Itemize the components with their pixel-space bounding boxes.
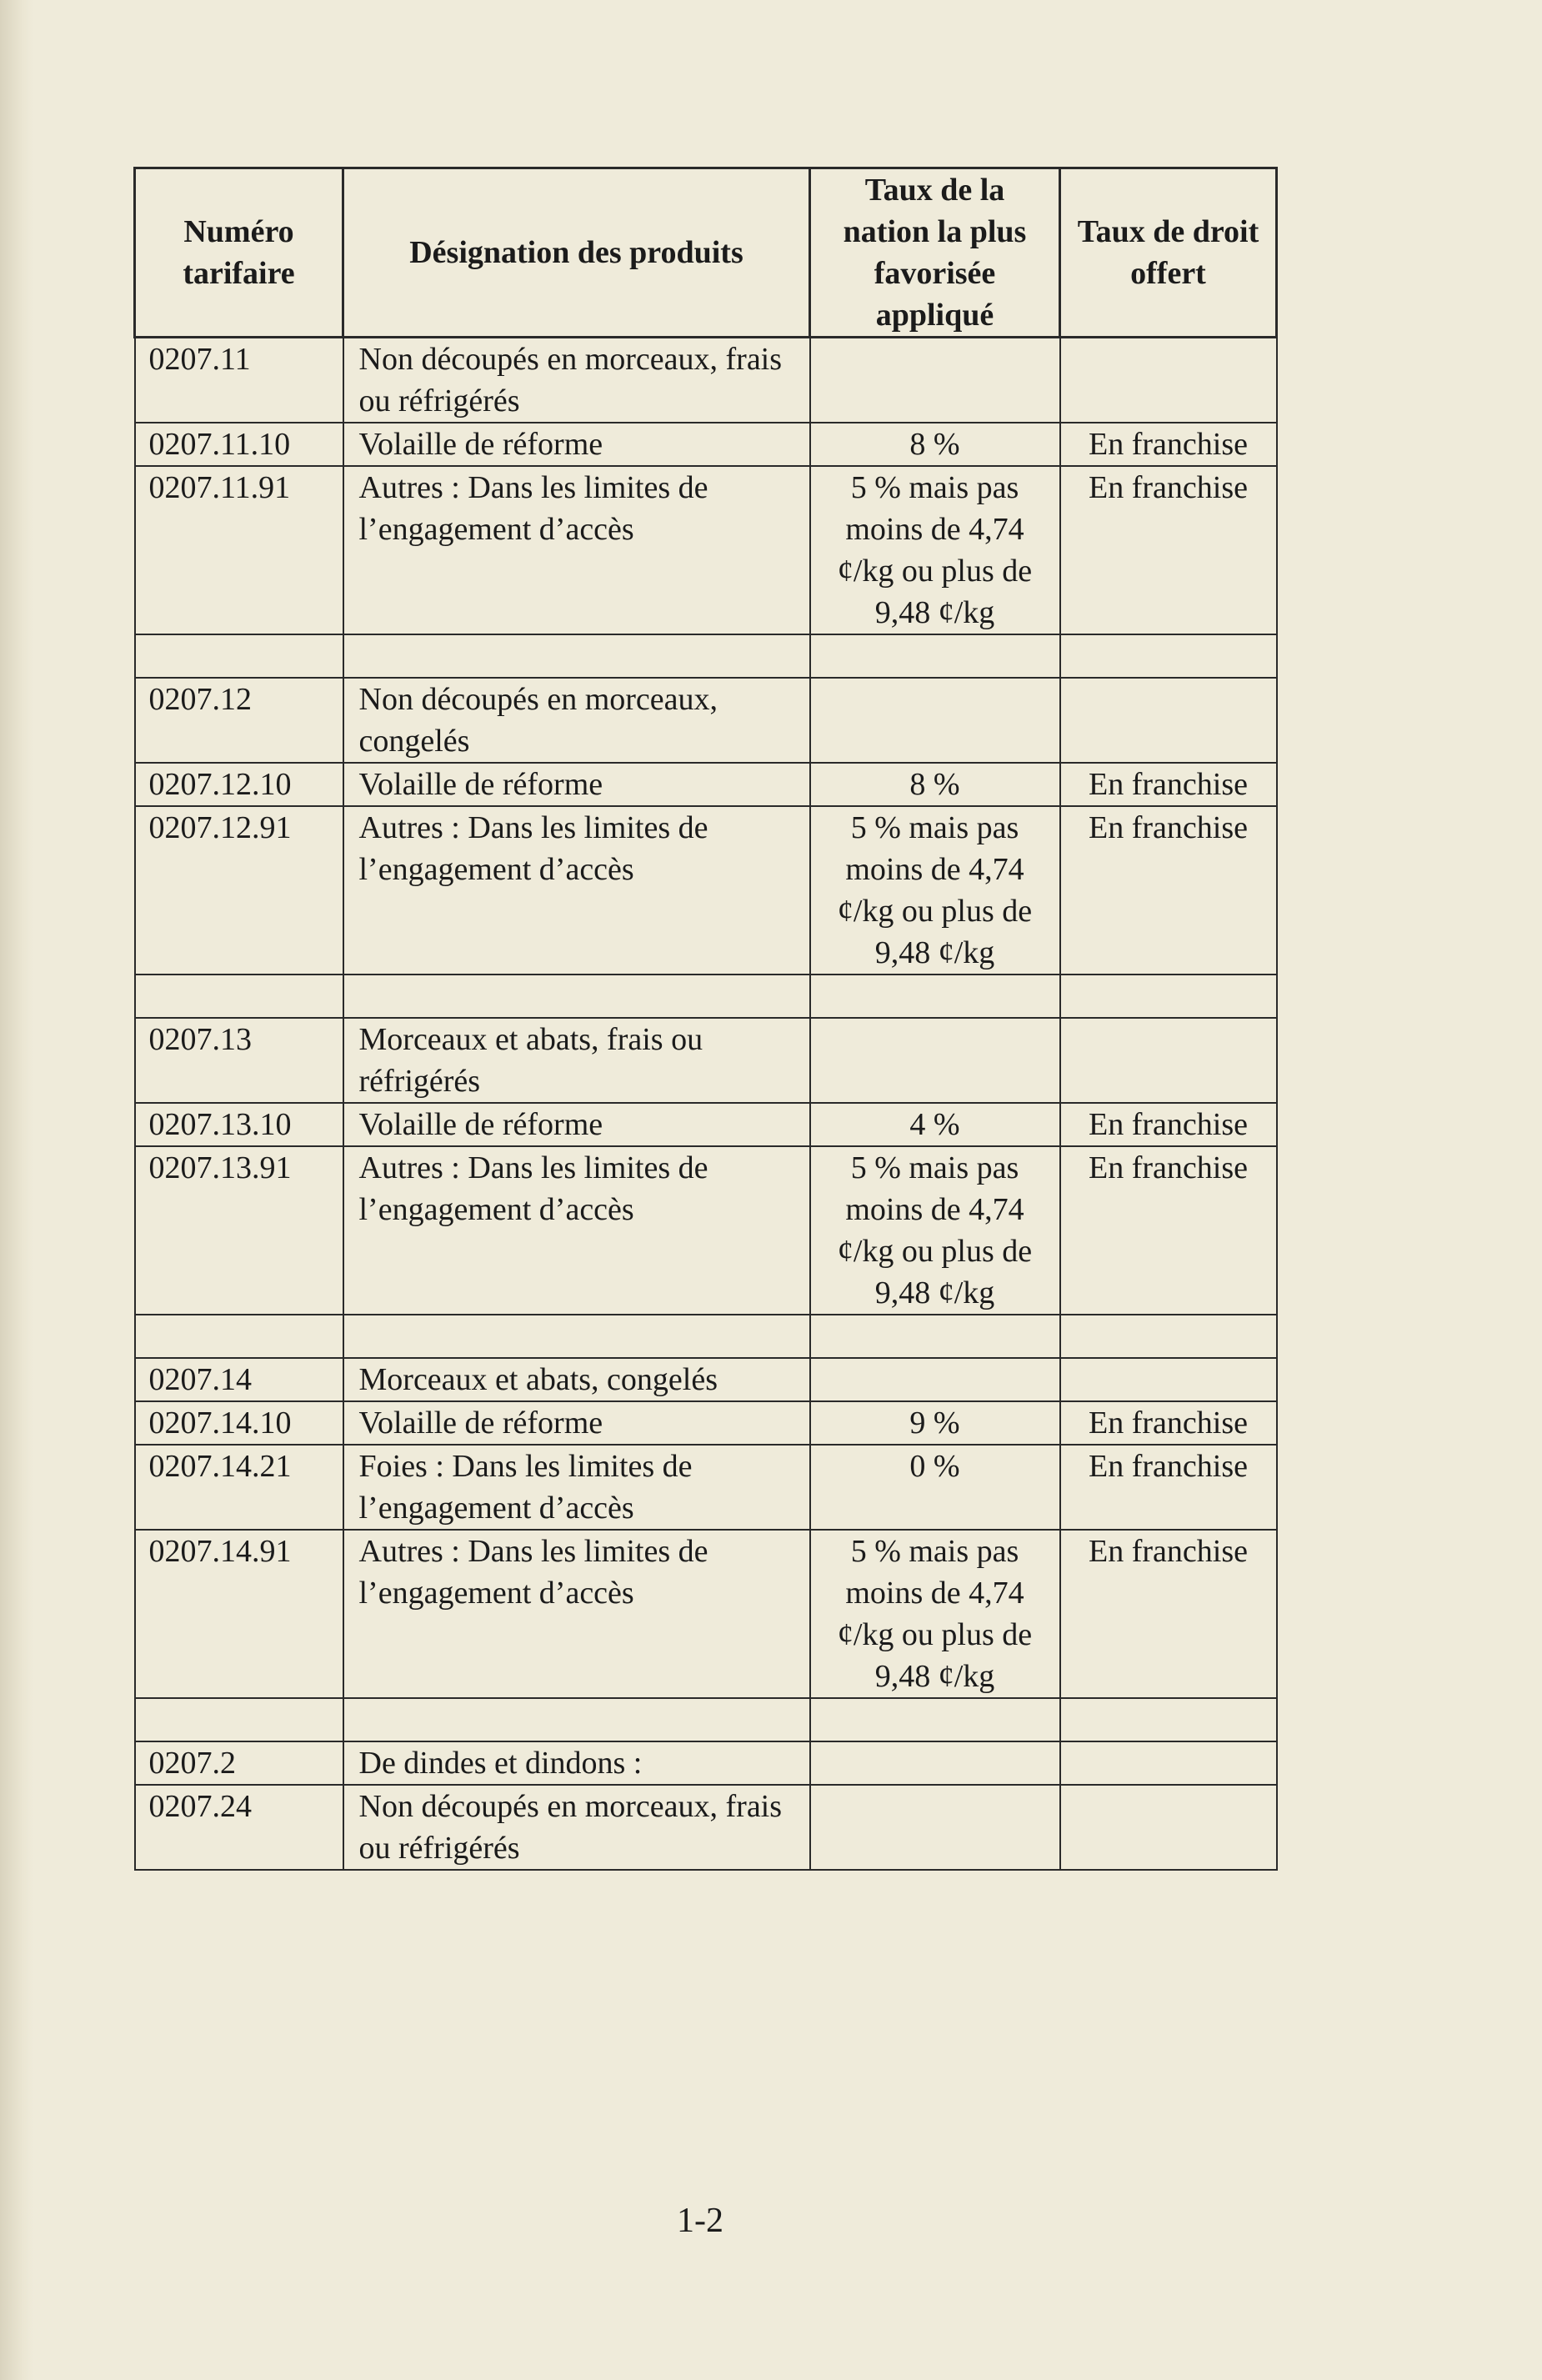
mfn-rate-cell: 5 % mais pas moins de 4,74 ¢/kg ou plus de 9,48 ¢/kg [810, 466, 1060, 634]
mfn-rate-cell: 0 % [810, 1445, 1060, 1530]
mfn-rate-cell [810, 1358, 1060, 1401]
mfn-rate-cell [810, 1741, 1060, 1785]
page-binding-edge [0, 0, 33, 2380]
offered-rate-cell: En franchise [1060, 1401, 1277, 1445]
offered-rate-cell [1060, 338, 1277, 423]
table-row [135, 1785, 1277, 1870]
code-cell: 0207.12.10 [135, 763, 343, 806]
designation-cell: Morceaux et abats, congelés [343, 1358, 810, 1401]
table-row [135, 1741, 1277, 1785]
designation-cell: Autres : Dans les limites de l’engagement d’accès [343, 1530, 810, 1698]
offered-rate-cell: En franchise [1060, 1146, 1277, 1315]
designation-cell [343, 1698, 810, 1741]
mfn-rate-cell: 5 % mais pas moins de 4,74 ¢/kg ou plus de 9,48 ¢/kg [810, 1530, 1060, 1698]
mfn-rate-cell [810, 678, 1060, 763]
code-cell: 0207.14.10 [135, 1401, 343, 1445]
code-cell: 0207.12 [135, 678, 343, 763]
table-row [135, 763, 1277, 806]
designation-cell: Volaille de réforme [343, 763, 810, 806]
mfn-rate-cell [810, 1315, 1060, 1358]
page-number: 1-2 [677, 2202, 723, 2240]
code-cell: 0207.2 [135, 1741, 343, 1785]
offered-rate-cell: En franchise [1060, 806, 1277, 975]
offered-rate-cell: En franchise [1060, 423, 1277, 466]
mfn-rate-cell [810, 975, 1060, 1018]
table-row [135, 423, 1277, 466]
mfn-rate-cell: 5 % mais pas moins de 4,74 ¢/kg ou plus de 9,48 ¢/kg [810, 806, 1060, 975]
mfn-rate-cell: 9 % [810, 1401, 1060, 1445]
mfn-rate-cell [810, 1785, 1060, 1870]
table-row [135, 1530, 1277, 1698]
table-row [135, 1358, 1277, 1401]
code-cell: 0207.13.91 [135, 1146, 343, 1315]
mfn-rate-cell: 8 % [810, 423, 1060, 466]
table-row [135, 1698, 1277, 1741]
table-row [135, 1445, 1277, 1530]
code-cell [135, 1698, 343, 1741]
offered-rate-cell: En franchise [1060, 763, 1277, 806]
code-cell: 0207.11 [135, 338, 343, 423]
offered-rate-cell [1060, 1741, 1277, 1785]
code-cell: 0207.11.10 [135, 423, 343, 466]
designation-cell: Autres : Dans les limites de l’engagement d’accès [343, 466, 810, 634]
designation-cell: Volaille de réforme [343, 1103, 810, 1146]
offered-rate-cell: En franchise [1060, 1103, 1277, 1146]
table-row [135, 1315, 1277, 1358]
designation-cell [343, 1315, 810, 1358]
designation-cell: Non découpés en morceaux, frais ou réfrigérés [343, 1785, 810, 1870]
offered-rate-cell: En franchise [1060, 1445, 1277, 1530]
designation-cell [343, 975, 810, 1018]
mfn-rate-cell: 4 % [810, 1103, 1060, 1146]
designation-cell: Non découpés en morceaux, congelés [343, 678, 810, 763]
code-cell: 0207.12.91 [135, 806, 343, 975]
code-cell [135, 975, 343, 1018]
table-row [135, 634, 1277, 678]
code-cell: 0207.14.21 [135, 1445, 343, 1530]
mfn-rate-cell: 5 % mais pas moins de 4,74 ¢/kg ou plus de 9,48 ¢/kg [810, 1146, 1060, 1315]
table-row [135, 1401, 1277, 1445]
code-cell: 0207.13 [135, 1018, 343, 1103]
code-cell: 0207.14 [135, 1358, 343, 1401]
table-row [135, 1018, 1277, 1103]
header-offered-rate: Taux de droit offert [1060, 168, 1277, 338]
code-cell [135, 1315, 343, 1358]
code-cell [135, 634, 343, 678]
code-cell: 0207.11.91 [135, 466, 343, 634]
mfn-rate-cell [810, 1018, 1060, 1103]
code-cell: 0207.24 [135, 1785, 343, 1870]
header-code: Numéro tarifaire [135, 168, 343, 338]
mfn-rate-cell [810, 1698, 1060, 1741]
tariff-table [133, 167, 1278, 1871]
offered-rate-cell [1060, 1018, 1277, 1103]
table-body [135, 338, 1277, 1871]
table-header [135, 168, 1277, 338]
code-cell: 0207.13.10 [135, 1103, 343, 1146]
offered-rate-cell: En franchise [1060, 1530, 1277, 1698]
mfn-rate-cell [810, 338, 1060, 423]
table-row [135, 1146, 1277, 1315]
offered-rate-cell [1060, 634, 1277, 678]
table-row [135, 338, 1277, 423]
table-row [135, 806, 1277, 975]
mfn-rate-cell: 8 % [810, 763, 1060, 806]
table-row [135, 466, 1277, 634]
code-cell: 0207.14.91 [135, 1530, 343, 1698]
table-row [135, 678, 1277, 763]
offered-rate-cell [1060, 1698, 1277, 1741]
designation-cell [343, 634, 810, 678]
header-designation: Désignation des produits [343, 168, 810, 338]
designation-cell: Morceaux et abats, frais ou réfrigérés [343, 1018, 810, 1103]
designation-cell: Volaille de réforme [343, 1401, 810, 1445]
mfn-rate-cell [810, 634, 1060, 678]
offered-rate-cell [1060, 1785, 1277, 1870]
designation-cell: Volaille de réforme [343, 423, 810, 466]
table-row [135, 975, 1277, 1018]
header-mfn-rate: Taux de la nation la plus favorisée appliqué [810, 168, 1060, 338]
offered-rate-cell [1060, 678, 1277, 763]
designation-cell: Foies : Dans les limites de l’engagement d’accès [343, 1445, 810, 1530]
table-row [135, 1103, 1277, 1146]
designation-cell: Autres : Dans les limites de l’engagement d’accès [343, 806, 810, 975]
offered-rate-cell [1060, 1358, 1277, 1401]
designation-cell: Autres : Dans les limites de l’engagement d’accès [343, 1146, 810, 1315]
designation-cell: Non découpés en morceaux, frais ou réfrigérés [343, 338, 810, 423]
designation-cell: De dindes et dindons : [343, 1741, 810, 1785]
offered-rate-cell: En franchise [1060, 466, 1277, 634]
offered-rate-cell [1060, 1315, 1277, 1358]
offered-rate-cell [1060, 975, 1277, 1018]
